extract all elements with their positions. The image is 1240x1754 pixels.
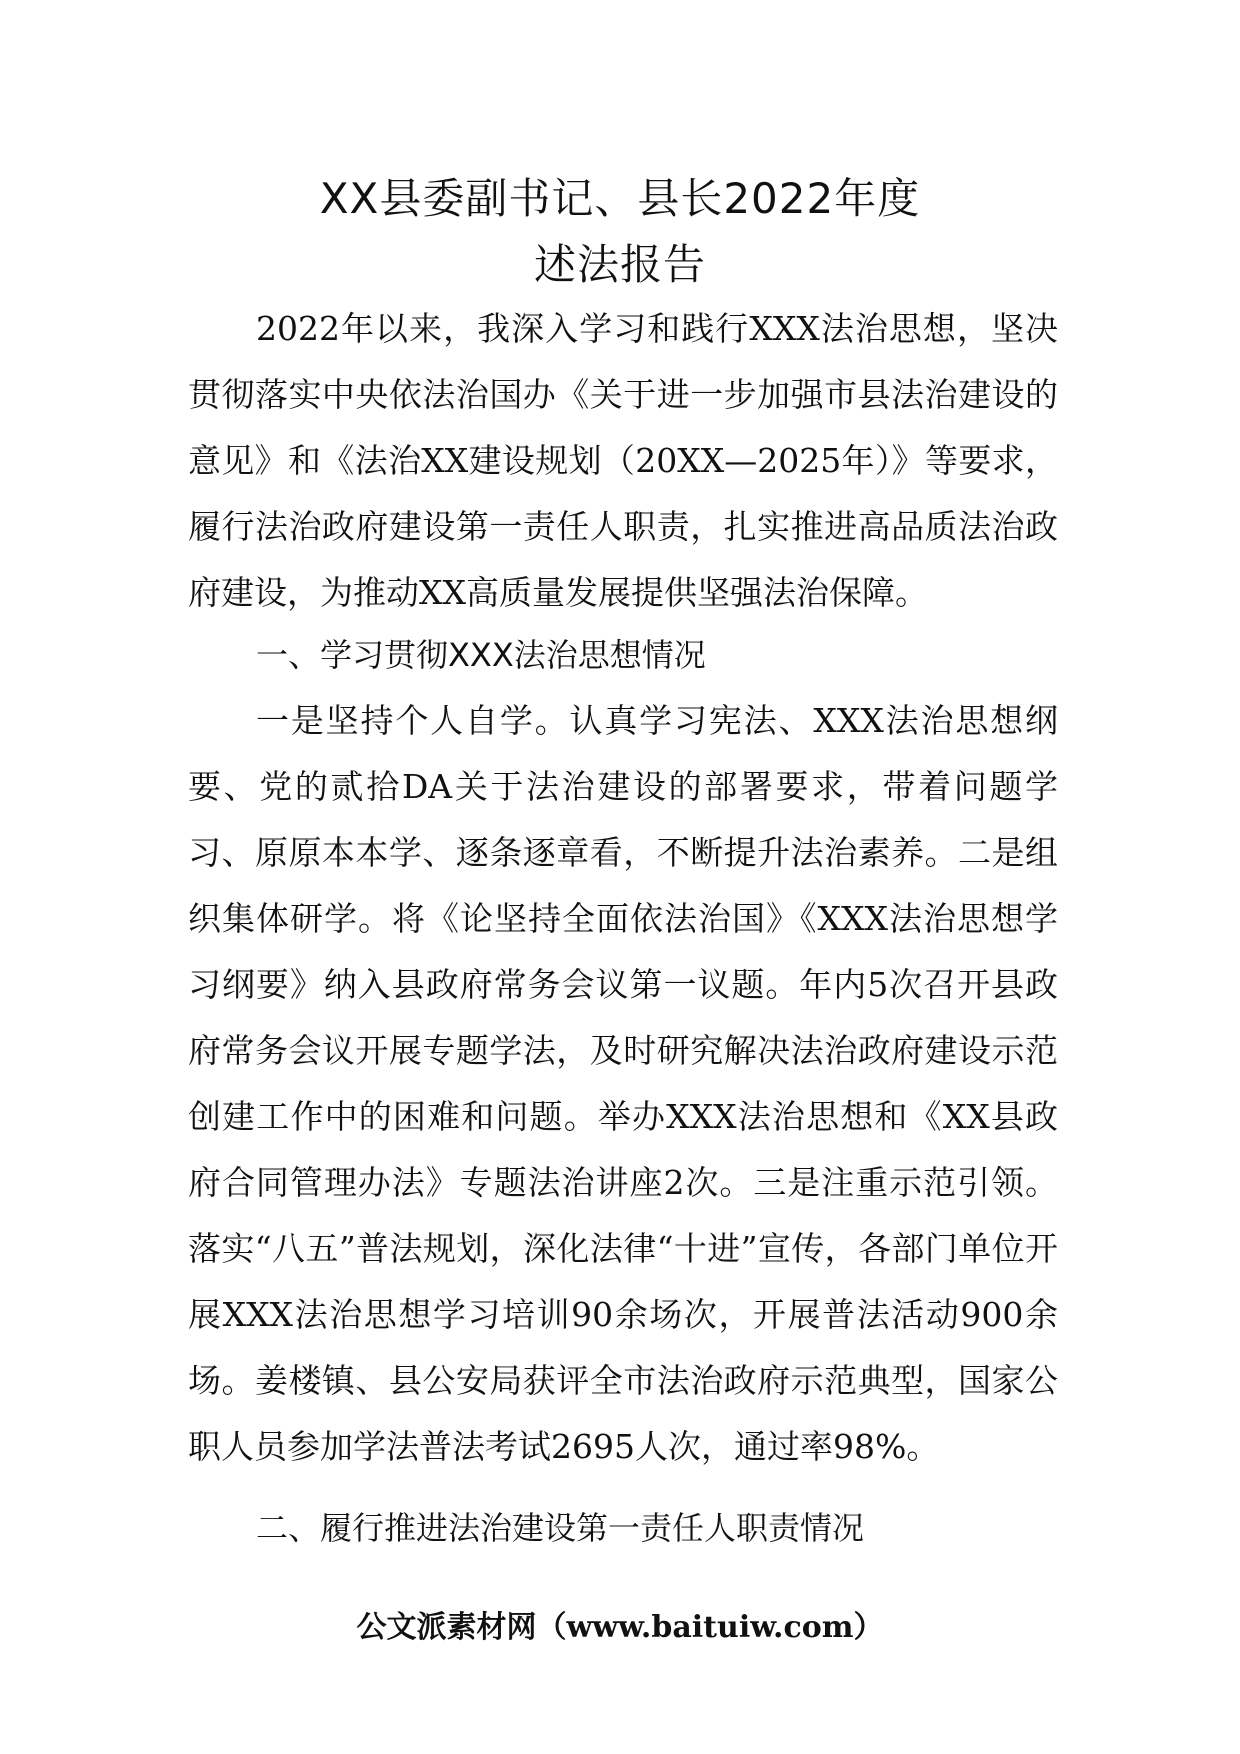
section2-heading: 二、履行推进法治建设第一责任人职责情况 <box>256 1509 865 1547</box>
section1-heading: 一、学习贯彻XXX法治思想情况 <box>256 636 706 674</box>
intro-paragraph: 2022年以来，我深入学习和践行XXX法治思想，坚决贯彻落实中央依法治国办《关于进一步加强市县法治建设的意见》和《法治XX建设规划（20XX—2025年）》等要求，履行法治政府建设第一责任人职责，扎实推进高品质法治政府建设，为推动XX高质量发展提供坚强法治保障。 <box>188 309 1058 612</box>
section1-paragraph: 一是坚持个人自学。认真学习宪法、XXX法治思想纲要、党的贰拾DA关于法治建设的部署要求，带着问题学习、原原本本学、逐条逐章看，不断提升法治素养。二是组织集体研学。将《论坚持全面依法治国》《XXX法治思想学习纲要》纳入县政府常务会议第一议题。年内5次召开县政府常务会议开展专题学法，及时研究解决法治政府建设示范创建工作中的困难和问题。举办XXX法治思想和《XX县政府合同管理办法》专题法治讲座2次。三是注重示范引领。落实“八五”普法规划，深化法律“十进”宣传，各部门单位开展XXX法治思想学习培训90余场次，开展普法活动900余场。姜楼镇、县公安局获评全市法治政府示范典型，国家公职人员参加学法普法考试2695人次，通过率98%。 <box>188 701 1058 1466</box>
document-title-line2: 述法报告 <box>533 240 706 289</box>
document-title-line1: XX县委副书记、县长2022年度 <box>319 174 921 223</box>
footer-watermark: 公文派素材网（www.baituiw.com） <box>356 1610 884 1645</box>
